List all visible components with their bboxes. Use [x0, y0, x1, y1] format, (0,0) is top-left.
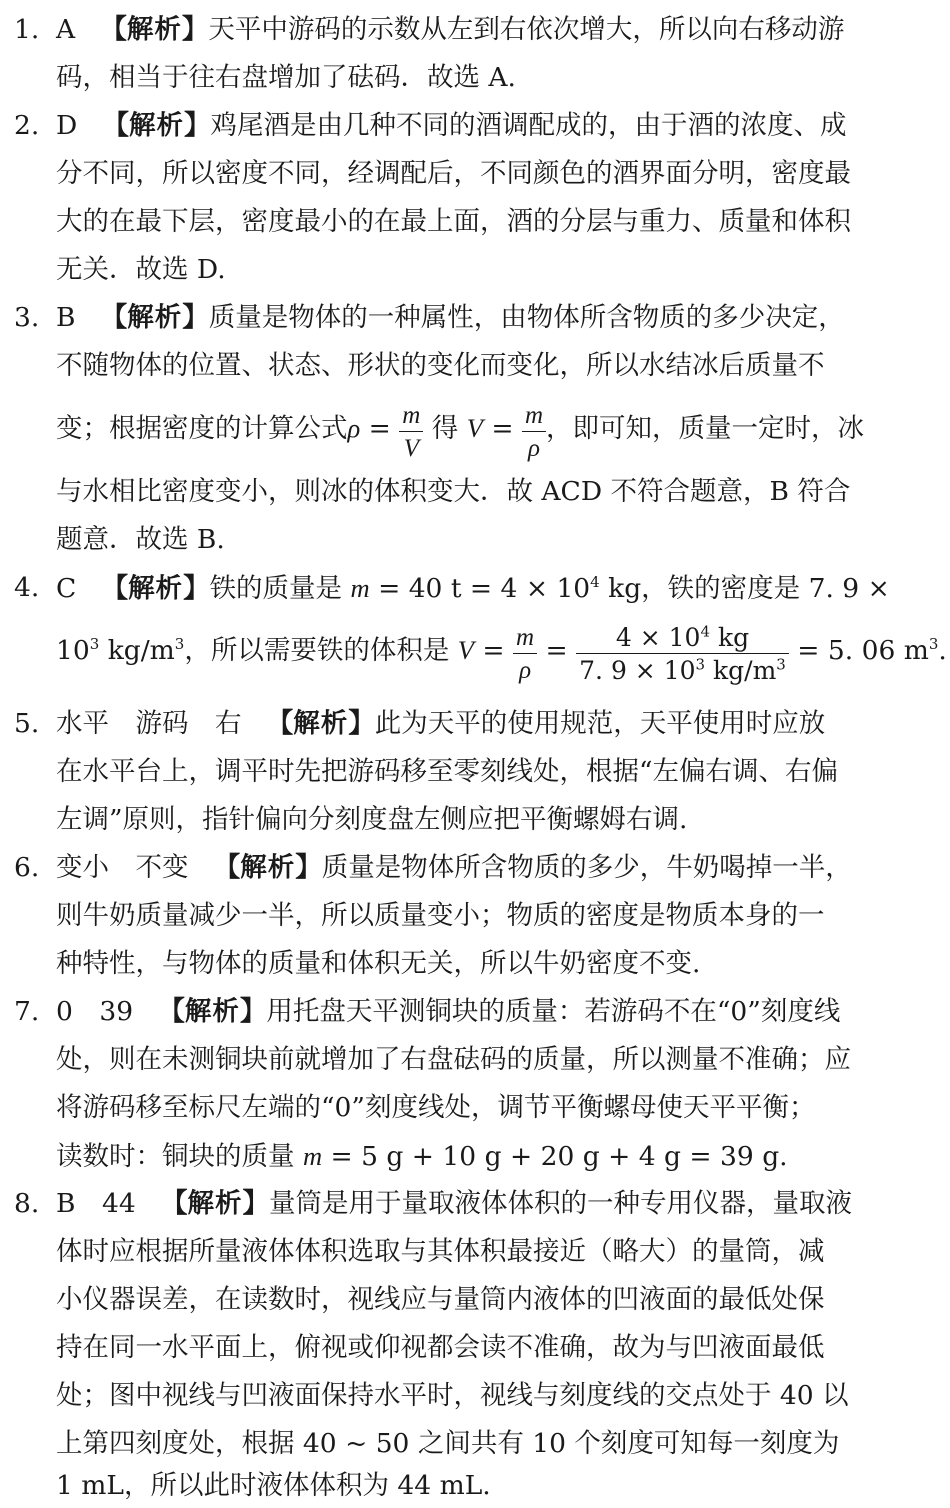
analysis-text: 处；图中视线与凹液面保持水平时，视线与刻度线的交点处于 40 以: [56, 1380, 849, 1411]
analysis-text: 分不同，所以密度不同，经调配后，不同颜色的酒界面分明，密度最: [56, 158, 851, 189]
bracket-open: 【: [266, 708, 294, 739]
analysis-text: 天平中游码的示数从左到右依次增大，所以向右移动游: [208, 14, 845, 45]
analysis-tag: 解析: [240, 852, 296, 883]
analysis-text: 码，相当于往右盘增加了砝码．故选 A.: [56, 62, 516, 93]
density-base: 10: [56, 635, 90, 666]
bracket-close: 】: [184, 110, 211, 141]
analysis-tag: 解析: [127, 302, 183, 333]
denominator-rho: ρ: [519, 657, 532, 684]
bracket-close: 】: [239, 996, 267, 1027]
analysis-tag: 解析: [184, 996, 240, 1027]
rho-symbol: ρ: [347, 413, 361, 443]
analysis-text: 铁的质量是: [209, 573, 351, 604]
analysis-tag: 解析: [128, 573, 184, 604]
bracket-open: 【: [101, 573, 129, 604]
density-unit: kg/m: [99, 635, 175, 666]
exponent: 3: [89, 635, 100, 654]
fraction-m-over-rho: [513, 625, 537, 683]
item-number: 7.: [14, 996, 40, 1027]
analysis-text: kg，铁的密度是 7. 9 ×: [599, 573, 890, 604]
analysis-text: 质量是物体所含物质的多少，牛奶喝掉一半，: [321, 852, 852, 883]
item-number: 1.: [14, 14, 40, 45]
exponent: 3: [174, 635, 185, 654]
analysis-text: 种特性，与物体的质量和体积无关，所以牛奶密度不变.: [56, 948, 701, 979]
item-3-formula-line: [0, 400, 950, 470]
formula-suffix: ，即可知，质量一定时，冰: [546, 413, 865, 444]
item-number: 4.: [14, 572, 40, 603]
exponent: 4: [590, 573, 600, 592]
analysis-tag: 解析: [126, 14, 182, 45]
analysis-text: 量筒是用于量取液体体积的一种专用仪器，量取液: [268, 1188, 852, 1219]
fraction-m-over-rho: [522, 403, 546, 461]
mass-value: = 40 t = 4 × 10: [369, 573, 591, 604]
mass-symbol: m: [350, 573, 370, 603]
bracket-close: 】: [183, 573, 210, 604]
analysis-text: 持在同一水平面上，俯视或仰视都会读不准确，故为与凹液面最低: [56, 1332, 825, 1363]
bracket-open: 【: [100, 14, 127, 45]
answer: 水平 游码 右: [56, 708, 242, 739]
denominator-v: V: [403, 435, 419, 462]
answer: A: [56, 14, 76, 45]
bracket-open: 【: [158, 996, 185, 1027]
denominator-values: 7. $9 \times 10^3$ $kg/m^3$: [579, 655, 786, 685]
analysis-text: 处，则在未测铜块前就增加了右盘砝码的质量，所以测量不准确；应: [56, 1044, 851, 1075]
analysis-text: 左调”原则，指针偏向分刻度盘左侧应把平衡螺姆右调.: [56, 804, 688, 835]
item-number: 2.: [14, 110, 40, 141]
answer: 0 39: [56, 996, 134, 1027]
denominator-rho: ρ: [528, 435, 540, 462]
fraction-m-over-v: [399, 403, 423, 461]
fraction-values: [576, 622, 789, 685]
volume-symbol: V: [457, 635, 474, 665]
analysis-text: 将游码移至标尺左端的“0”刻度线处，调节平衡螺母使天平平衡；: [56, 1092, 816, 1123]
bracket-open: 【: [160, 1188, 188, 1219]
volume-symbol: V: [466, 413, 483, 443]
equals: =: [482, 413, 522, 444]
volume-result: = 5. 06 m: [788, 635, 929, 666]
answer: C: [56, 573, 77, 604]
bracket-close: 】: [295, 852, 322, 883]
analysis-text: 质量是物体的一种属性，由物体所含物质的多少决定，: [208, 302, 845, 333]
analysis-text: 无关．故选 D.: [56, 254, 226, 285]
analysis-text: 大的在最下层，密度最小的在最上面，酒的分层与重力、质量和体积: [56, 206, 851, 237]
numerator-m: m: [399, 403, 423, 432]
analysis-tag: 解析: [187, 1188, 243, 1219]
formula-prefix: 变；根据密度的计算公式: [56, 413, 348, 444]
analysis-text: 在水平台上，调平时先把游码移至零刻线处，根据“左偏右调、右偏: [56, 756, 839, 787]
analysis-text: 小仪器误差，在读数时，视线应与量筒内液体的凹液面的最低处保: [56, 1284, 825, 1315]
analysis-tag: 解析: [129, 110, 185, 141]
mass-sum: = 5 g + 10 g + 20 g + 4 g = 39 g.: [322, 1141, 788, 1172]
analysis-text: 与水相比密度变小，则冰的体积变大．故 ACD 不符合题意，B 符合: [56, 476, 851, 507]
analysis-text: 读数时：铜块的质量: [56, 1141, 303, 1172]
bracket-open: 【: [102, 110, 130, 141]
bracket-close: 】: [182, 302, 209, 333]
analysis-text: 体时应根据所量液体体积选取与其体积最接近（略大）的量筒，减: [56, 1236, 825, 1267]
analysis-text: 上第四刻度处，根据 40 ~ 50 之间共有 10 个刻度可知每一刻度为: [56, 1428, 840, 1459]
item-4-formula-line: $10^3$ $kg/m^3$，所以需要铁的体积是 V = $\frac{m}{\rho}$ = $\frac{4 \times 10^4 kg}{7. 9 \times 10^3 kg/m^3}$ = 5. 06 $m^3$.: [56, 622, 947, 685]
bracket-close: 】: [242, 1188, 269, 1219]
item-number: 8.: [14, 1188, 40, 1219]
item-number: 5.: [14, 708, 40, 739]
equals: =: [537, 635, 577, 666]
exponent: 3: [928, 635, 939, 654]
analysis-text: 用托盘天平测铜块的质量：若游码不在“0”刻度线: [266, 996, 841, 1027]
analysis-text: 不随物体的位置、状态、形状的变化而变化，所以水结冰后质量不: [56, 350, 825, 381]
bracket-close: 】: [348, 708, 375, 739]
analysis-text: ，所以需要铁的体积是: [184, 635, 458, 666]
equals: =: [473, 635, 514, 666]
analysis-text: 1 mL，所以此时液体体积为 44 mL.: [56, 1470, 491, 1501]
analysis-text: 鸡尾酒是由几种不同的酒调配成的，由于酒的浓度、成: [210, 110, 847, 141]
answer: B 44: [56, 1188, 136, 1219]
bracket-open: 【: [100, 302, 128, 333]
item-number: 3.: [14, 302, 40, 333]
analysis-tag: 解析: [293, 708, 349, 739]
bracket-close: 】: [181, 14, 209, 45]
answer: 变小 不变: [56, 852, 189, 883]
answer: B: [56, 302, 76, 333]
equals: =: [360, 413, 400, 444]
analysis-text: 此为天平的使用规范，天平使用时应放: [374, 708, 826, 739]
numerator-values: $4 \times 10^4$ kg: [576, 625, 789, 654]
mass-symbol: m: [302, 1141, 323, 1171]
analysis-text: 题意．故选 B.: [56, 524, 225, 555]
answer: D: [56, 110, 78, 141]
item-number: 6.: [14, 852, 40, 883]
formula-mid: 得: [423, 413, 467, 444]
analysis-text: 则牛奶质量减少一半，所以质量变小；物质的密度是物质本身的一: [56, 900, 825, 931]
numerator-m: m: [522, 403, 546, 432]
bracket-open: 【: [213, 852, 241, 883]
numerator-m: m: [513, 625, 537, 654]
